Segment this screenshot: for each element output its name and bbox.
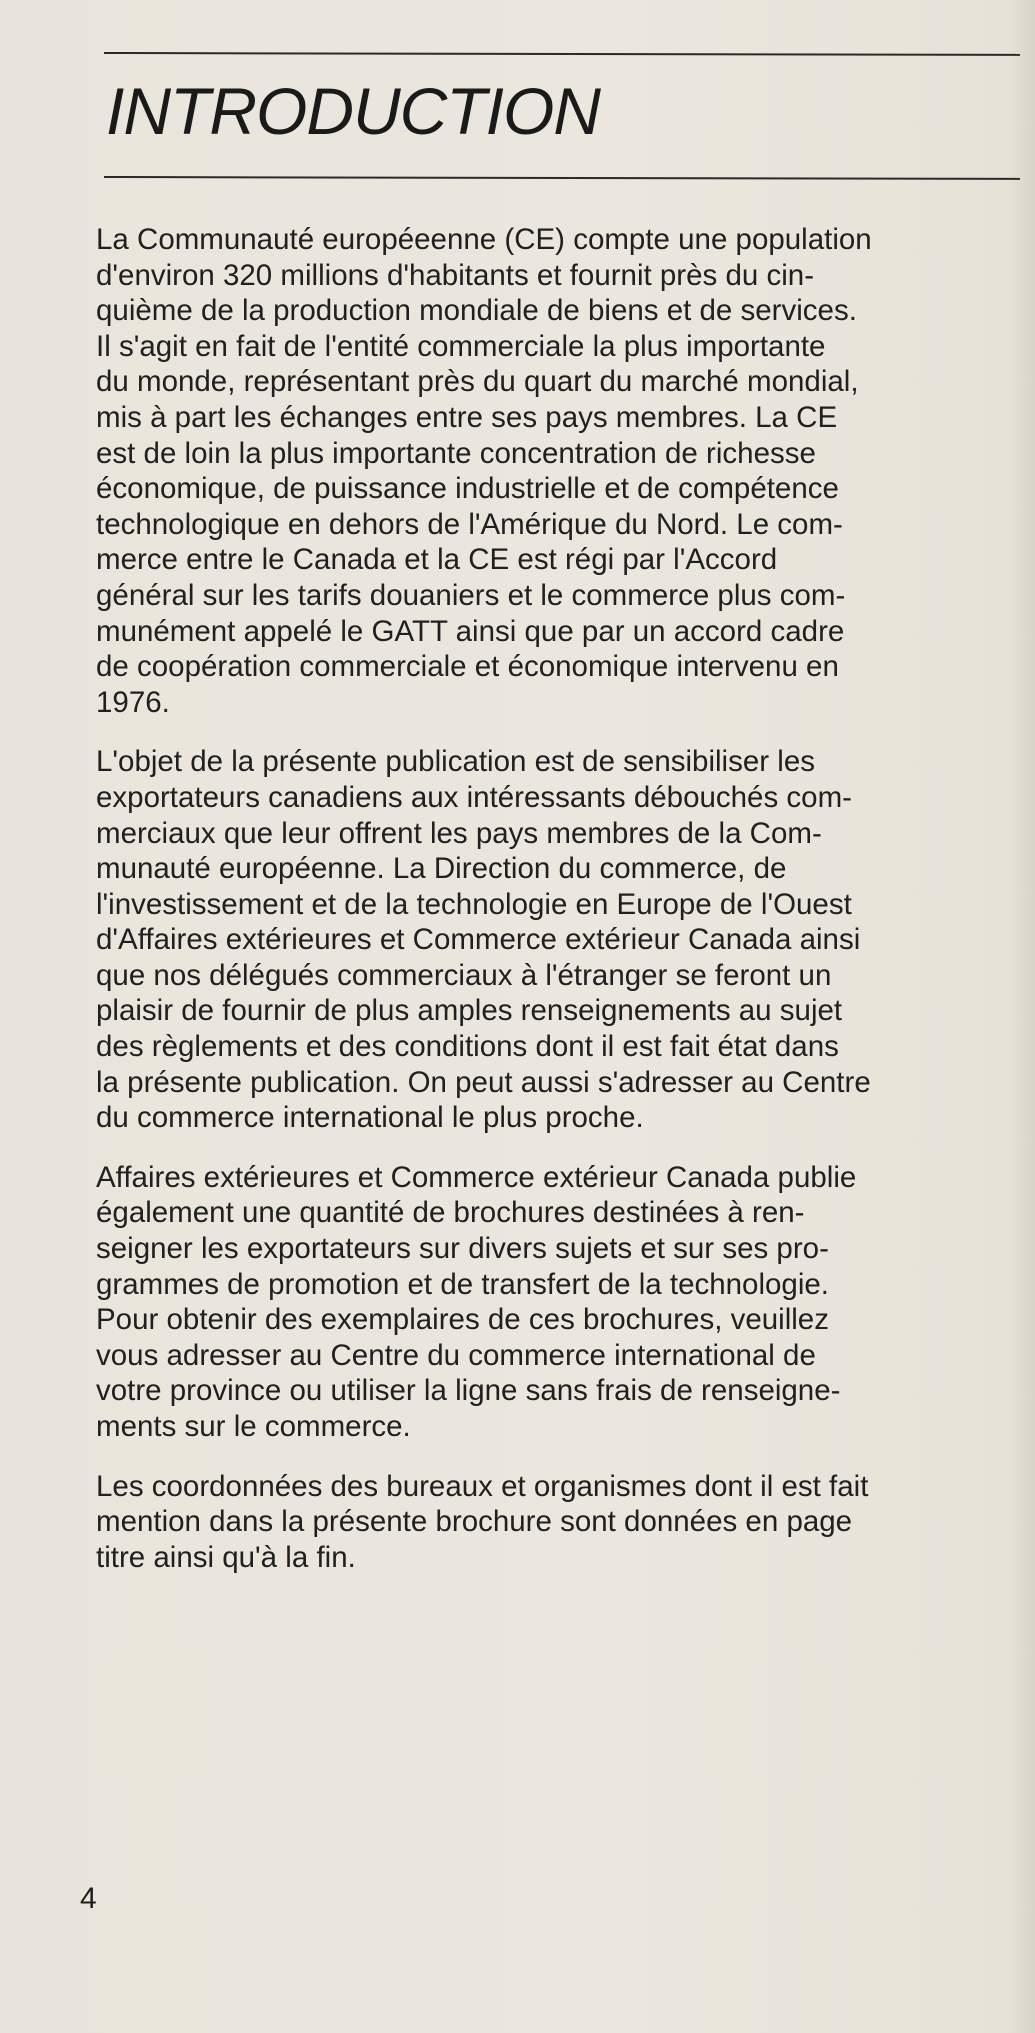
text-line: d'environ 320 millions d'habitants et fournit près du cin- — [96, 258, 815, 292]
text-line: des règlements et des conditions dont il est fait état dans — [96, 1030, 839, 1064]
page-number: 4 — [80, 1882, 97, 1915]
text-line: munément appelé le GATT ainsi que par un accord cadre — [96, 614, 845, 648]
text-line: Il s'agit en fait de l'entité commerciale la plus importante — [96, 329, 826, 363]
text-line: Affaires extérieures et Commerce extérieur Canada publie — [96, 1160, 857, 1194]
text-line: vous adresser au Centre du commerce international de — [96, 1338, 816, 1372]
text-line: la présente publication. On peut aussi s'adresser au Centre — [96, 1065, 871, 1099]
text-line: La Communauté européeenne (CE) compte une population — [96, 223, 872, 256]
text-line: mention dans la présente brochure sont données en page — [96, 1505, 853, 1539]
text-line: exportateurs canadiens aux intéressants débouchés com- — [96, 780, 852, 814]
text-line: du monde, représentant près du quart du marché mondial, — [96, 365, 859, 399]
text-line: d'Affaires extérieures et Commerce extérieur Canada ainsi — [96, 923, 861, 957]
text-line: titre ainsi qu'à la fin. — [96, 1540, 356, 1574]
body-text — [96, 222, 1002, 1599]
page-edge-shadow — [1007, 0, 1035, 2033]
text-line: seigner les exportateurs sur divers sujets et sur ses pro- — [96, 1232, 829, 1266]
text-line: de coopération commerciale et économique intervenu en — [96, 650, 839, 684]
text-line: grammes de promotion et de transfert de la technologie. — [96, 1267, 829, 1301]
text-line: ments sur le commerce. — [96, 1410, 411, 1443]
text-line: 1976. — [96, 685, 170, 719]
text-line: général sur les tarifs douaniers et le commerce plus com- — [96, 578, 846, 612]
text-line: du commerce international le plus proche. — [96, 1101, 644, 1135]
title-rule-top — [104, 52, 1020, 56]
text-line: économique, de puissance industrielle et de compétence — [96, 472, 839, 506]
paragraph-3 — [96, 1160, 1002, 1445]
paragraph-4 — [96, 1469, 1002, 1576]
text-line: merce entre le Canada et la CE est régi par l'Accord — [96, 543, 778, 577]
text-line: Les coordonnées des bureaux et organismes dont il est fait — [96, 1469, 869, 1503]
text-line: également une quantité de brochures destinées à ren- — [96, 1196, 805, 1230]
paragraph-1 — [96, 222, 1002, 720]
text-line: mis à part les échanges entre ses pays membres. La CE — [96, 400, 838, 434]
title-rule-bottom — [104, 176, 1020, 180]
text-line: votre province ou utiliser la ligne sans frais de renseigne- — [96, 1374, 841, 1408]
text-line: L'objet de la présente publication est de sensibiliser les — [96, 745, 815, 779]
text-line: est de loin la plus importante concentration de richesse — [96, 436, 816, 470]
text-line: munauté européenne. La Direction du commerce, de — [96, 852, 787, 886]
text-line: l'investissement et de la technologie en Europe de l'Ouest — [96, 887, 852, 921]
page-title: INTRODUCTION — [106, 74, 600, 148]
paragraph-2 — [96, 744, 1002, 1136]
text-line: quième de la production mondiale de biens et de services. — [96, 294, 857, 328]
text-line: Pour obtenir des exemplaires de ces brochures, veuillez — [96, 1303, 829, 1337]
text-line: que nos délégués commerciaux à l'étranger se feront un — [96, 958, 832, 992]
text-line: merciaux que leur offrent les pays membres de la Com- — [96, 816, 822, 850]
text-line: plaisir de fournir de plus amples renseignements au sujet — [96, 994, 843, 1028]
text-line: technologique en dehors de l'Amérique du Nord. Le com- — [96, 507, 843, 541]
